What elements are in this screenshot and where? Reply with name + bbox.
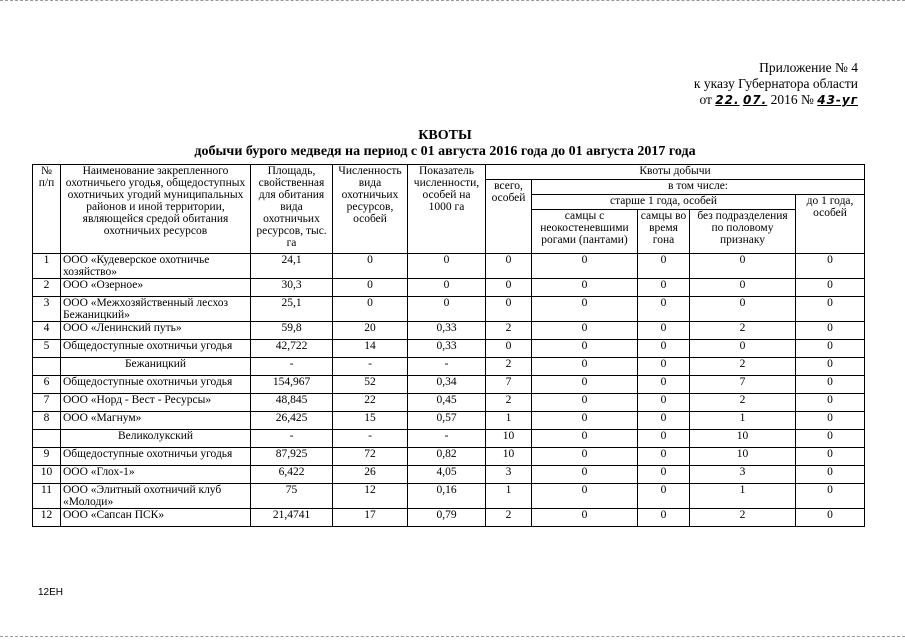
scan-edge-bottom: [0, 636, 905, 638]
decree-number: 43-уг: [817, 93, 858, 107]
cell-panty: 0: [532, 279, 638, 297]
cell-panty: 0: [532, 484, 638, 509]
header-including: в том числе:: [532, 180, 865, 195]
cell-area: 30,3: [251, 279, 333, 297]
cell-gon: 0: [638, 394, 690, 412]
cell-area: 6,422: [251, 466, 333, 484]
cell-young: 0: [796, 254, 865, 279]
date-day: 22.: [715, 93, 740, 107]
cell-panty: 0: [532, 412, 638, 430]
cell-area: 21,4741: [251, 509, 333, 527]
cell-count: 52: [333, 376, 408, 394]
cell-count: 0: [333, 297, 408, 322]
cell-panty: 0: [532, 322, 638, 340]
cell-nosex: 3: [690, 466, 796, 484]
cell-nosex: 1: [690, 412, 796, 430]
footer-code: 12ЕН: [38, 587, 64, 598]
cell-young: 0: [796, 322, 865, 340]
cell-num: 4: [33, 322, 61, 340]
cell-total: 0: [486, 279, 532, 297]
date-year: 2016 №: [770, 92, 814, 107]
cell-num: [33, 430, 61, 448]
cell-area: 59,8: [251, 322, 333, 340]
cell-panty: 0: [532, 376, 638, 394]
appendix-date-line: [600, 92, 858, 108]
cell-num: 1: [33, 254, 61, 279]
cell-name: Общедоступные охотничьи угодья: [61, 448, 251, 466]
cell-name: ООО «Кудеверское охотничье хозяйство»: [61, 254, 251, 279]
cell-num: 8: [33, 412, 61, 430]
cell-total: 1: [486, 412, 532, 430]
cell-nosex: 2: [690, 394, 796, 412]
cell-num: 5: [33, 340, 61, 358]
cell-panty: 0: [532, 394, 638, 412]
cell-gon: 0: [638, 297, 690, 322]
table-row: [33, 254, 865, 279]
cell-young: 0: [796, 509, 865, 527]
district-subtotal-row: [33, 430, 865, 448]
cell-nosex: 0: [690, 297, 796, 322]
cell-count: 17: [333, 509, 408, 527]
cell-name: ООО «Норд - Вест - Ресурсы»: [61, 394, 251, 412]
table-row: [33, 448, 865, 466]
cell-total: 10: [486, 448, 532, 466]
table-row: [33, 322, 865, 340]
cell-total: 3: [486, 466, 532, 484]
cell-panty: 0: [532, 358, 638, 376]
cell-area: 25,1: [251, 297, 333, 322]
cell-young: 0: [796, 412, 865, 430]
table-row: [33, 412, 865, 430]
cell-count: -: [333, 430, 408, 448]
cell-panty: 0: [532, 509, 638, 527]
cell-index: 0: [408, 254, 486, 279]
cell-num: 12: [33, 509, 61, 527]
cell-panty: 0: [532, 466, 638, 484]
cell-panty: 0: [532, 430, 638, 448]
cell-count: 15: [333, 412, 408, 430]
cell-nosex: 2: [690, 322, 796, 340]
table-row: [33, 279, 865, 297]
cell-area: 26,425: [251, 412, 333, 430]
cell-index: -: [408, 358, 486, 376]
cell-name: ООО «Элитный охотничий клуб «Молоди»: [61, 484, 251, 509]
cell-name: Общедоступные охотничьи угодья: [61, 340, 251, 358]
title-main: КВОТЫ: [418, 128, 472, 143]
cell-index: 0,33: [408, 322, 486, 340]
table-row: [33, 340, 865, 358]
cell-total: 7: [486, 376, 532, 394]
cell-gon: 0: [638, 466, 690, 484]
cell-name: ООО «Сапсан ПСК»: [61, 509, 251, 527]
header-area: Площадь, свойственная для обитания вида охотничьих ресурсов, тыс. га: [251, 165, 333, 254]
header-total: всего, особей: [486, 180, 532, 254]
header-males-rut: самцы во время гона: [638, 210, 690, 254]
cell-num: [33, 358, 61, 376]
table-row: [33, 466, 865, 484]
cell-gon: 0: [638, 376, 690, 394]
cell-young: 0: [796, 448, 865, 466]
cell-total: 0: [486, 297, 532, 322]
cell-index: 0: [408, 279, 486, 297]
table-row: [33, 394, 865, 412]
cell-num: 6: [33, 376, 61, 394]
cell-index: 4,05: [408, 466, 486, 484]
cell-num: 7: [33, 394, 61, 412]
cell-panty: 0: [532, 340, 638, 358]
cell-count: 14: [333, 340, 408, 358]
cell-name: ООО «Ленинский путь»: [61, 322, 251, 340]
cell-young: 0: [796, 466, 865, 484]
cell-gon: 0: [638, 279, 690, 297]
cell-total: 1: [486, 484, 532, 509]
cell-young: 0: [796, 340, 865, 358]
cell-num: 11: [33, 484, 61, 509]
cell-young: 0: [796, 394, 865, 412]
cell-nosex: 10: [690, 448, 796, 466]
cell-young: 0: [796, 376, 865, 394]
cell-name: ООО «Глох-1»: [61, 466, 251, 484]
cell-name: ООО «Магнум»: [61, 412, 251, 430]
cell-panty: 0: [532, 254, 638, 279]
cell-panty: 0: [532, 297, 638, 322]
cell-num: 9: [33, 448, 61, 466]
cell-total: 2: [486, 358, 532, 376]
cell-index: 0,45: [408, 394, 486, 412]
date-prefix: от: [699, 92, 712, 107]
appendix-block: [600, 60, 858, 108]
cell-gon: 0: [638, 254, 690, 279]
cell-index: 0,79: [408, 509, 486, 527]
header-no-sex: без подразделения по половому признаку: [690, 210, 796, 254]
cell-count: 0: [333, 254, 408, 279]
cell-gon: 0: [638, 358, 690, 376]
cell-name: ООО «Озерное»: [61, 279, 251, 297]
header-quota: Квоты добычи: [486, 165, 865, 180]
cell-nosex: 7: [690, 376, 796, 394]
cell-count: 22: [333, 394, 408, 412]
cell-total: 10: [486, 430, 532, 448]
title-sub: добычи бурого медведя на период с 01 августа 2016 года до 01 августа 2017 года: [194, 144, 696, 159]
table-row: [33, 376, 865, 394]
cell-total: 2: [486, 509, 532, 527]
header-index: Показатель численности, особей на 1000 га: [408, 165, 486, 254]
appendix-decree: к указу Губернатора области: [693, 76, 858, 91]
cell-area: 48,845: [251, 394, 333, 412]
cell-nosex: 10: [690, 430, 796, 448]
cell-name: ООО «Межхозяйственный лесхоз Бежаницкий»: [61, 297, 251, 322]
cell-area: 75: [251, 484, 333, 509]
cell-index: 0,34: [408, 376, 486, 394]
quota-table-body: [33, 254, 865, 527]
cell-gon: 0: [638, 412, 690, 430]
cell-total: 2: [486, 394, 532, 412]
header-older: старше 1 года, особей: [532, 195, 796, 210]
cell-gon: 0: [638, 448, 690, 466]
cell-count: 12: [333, 484, 408, 509]
cell-area: 87,925: [251, 448, 333, 466]
quota-table: [32, 164, 865, 527]
appendix-title: Приложение № 4: [759, 60, 858, 75]
header-name: Наименование закрепленного охотничьего угодья, общедоступных охотничьих угодий муниципальных районов и иной территории, являющейся средой обитания охотничьих ресурсов: [61, 165, 251, 254]
cell-gon: 0: [638, 484, 690, 509]
header-num: № п/п: [33, 165, 61, 254]
cell-name: Общедоступные охотничьи угодья: [61, 376, 251, 394]
cell-num: 2: [33, 279, 61, 297]
cell-area: 154,967: [251, 376, 333, 394]
header-count: Численность вида охотничьих ресурсов, особей: [333, 165, 408, 254]
cell-area: 24,1: [251, 254, 333, 279]
cell-young: 0: [796, 297, 865, 322]
cell-total: 0: [486, 254, 532, 279]
document-title: [150, 128, 740, 160]
cell-count: -: [333, 358, 408, 376]
cell-panty: 0: [532, 448, 638, 466]
cell-gon: 0: [638, 430, 690, 448]
cell-total: 2: [486, 322, 532, 340]
cell-total: 0: [486, 340, 532, 358]
cell-index: -: [408, 430, 486, 448]
cell-index: 0,82: [408, 448, 486, 466]
header-males-no-antlers: самцы с неокостеневшими рогами (пантами): [532, 210, 638, 254]
table-row: [33, 297, 865, 322]
cell-count: 0: [333, 279, 408, 297]
cell-num: 10: [33, 466, 61, 484]
cell-nosex: 2: [690, 358, 796, 376]
cell-nosex: 0: [690, 254, 796, 279]
table-row: [33, 484, 865, 509]
table-row: [33, 509, 865, 527]
cell-index: 0,57: [408, 412, 486, 430]
cell-num: 3: [33, 297, 61, 322]
cell-index: 0,16: [408, 484, 486, 509]
cell-nosex: 1: [690, 484, 796, 509]
cell-index: 0,33: [408, 340, 486, 358]
cell-gon: 0: [638, 322, 690, 340]
cell-young: 0: [796, 484, 865, 509]
cell-nosex: 0: [690, 279, 796, 297]
cell-nosex: 0: [690, 340, 796, 358]
date-month: 07.: [742, 93, 768, 107]
cell-gon: 0: [638, 340, 690, 358]
district-subtotal-row: [33, 358, 865, 376]
cell-area: -: [251, 430, 333, 448]
scan-edge-top: [0, 0, 905, 3]
cell-name: Великолукский: [61, 430, 251, 448]
cell-area: -: [251, 358, 333, 376]
cell-count: 26: [333, 466, 408, 484]
cell-young: 0: [796, 279, 865, 297]
header-under1: до 1 года, особей: [796, 195, 865, 254]
cell-count: 72: [333, 448, 408, 466]
cell-gon: 0: [638, 509, 690, 527]
cell-index: 0: [408, 297, 486, 322]
cell-nosex: 2: [690, 509, 796, 527]
cell-area: 42,722: [251, 340, 333, 358]
cell-name: Бежаницкий: [61, 358, 251, 376]
cell-count: 20: [333, 322, 408, 340]
cell-young: 0: [796, 358, 865, 376]
cell-young: 0: [796, 430, 865, 448]
